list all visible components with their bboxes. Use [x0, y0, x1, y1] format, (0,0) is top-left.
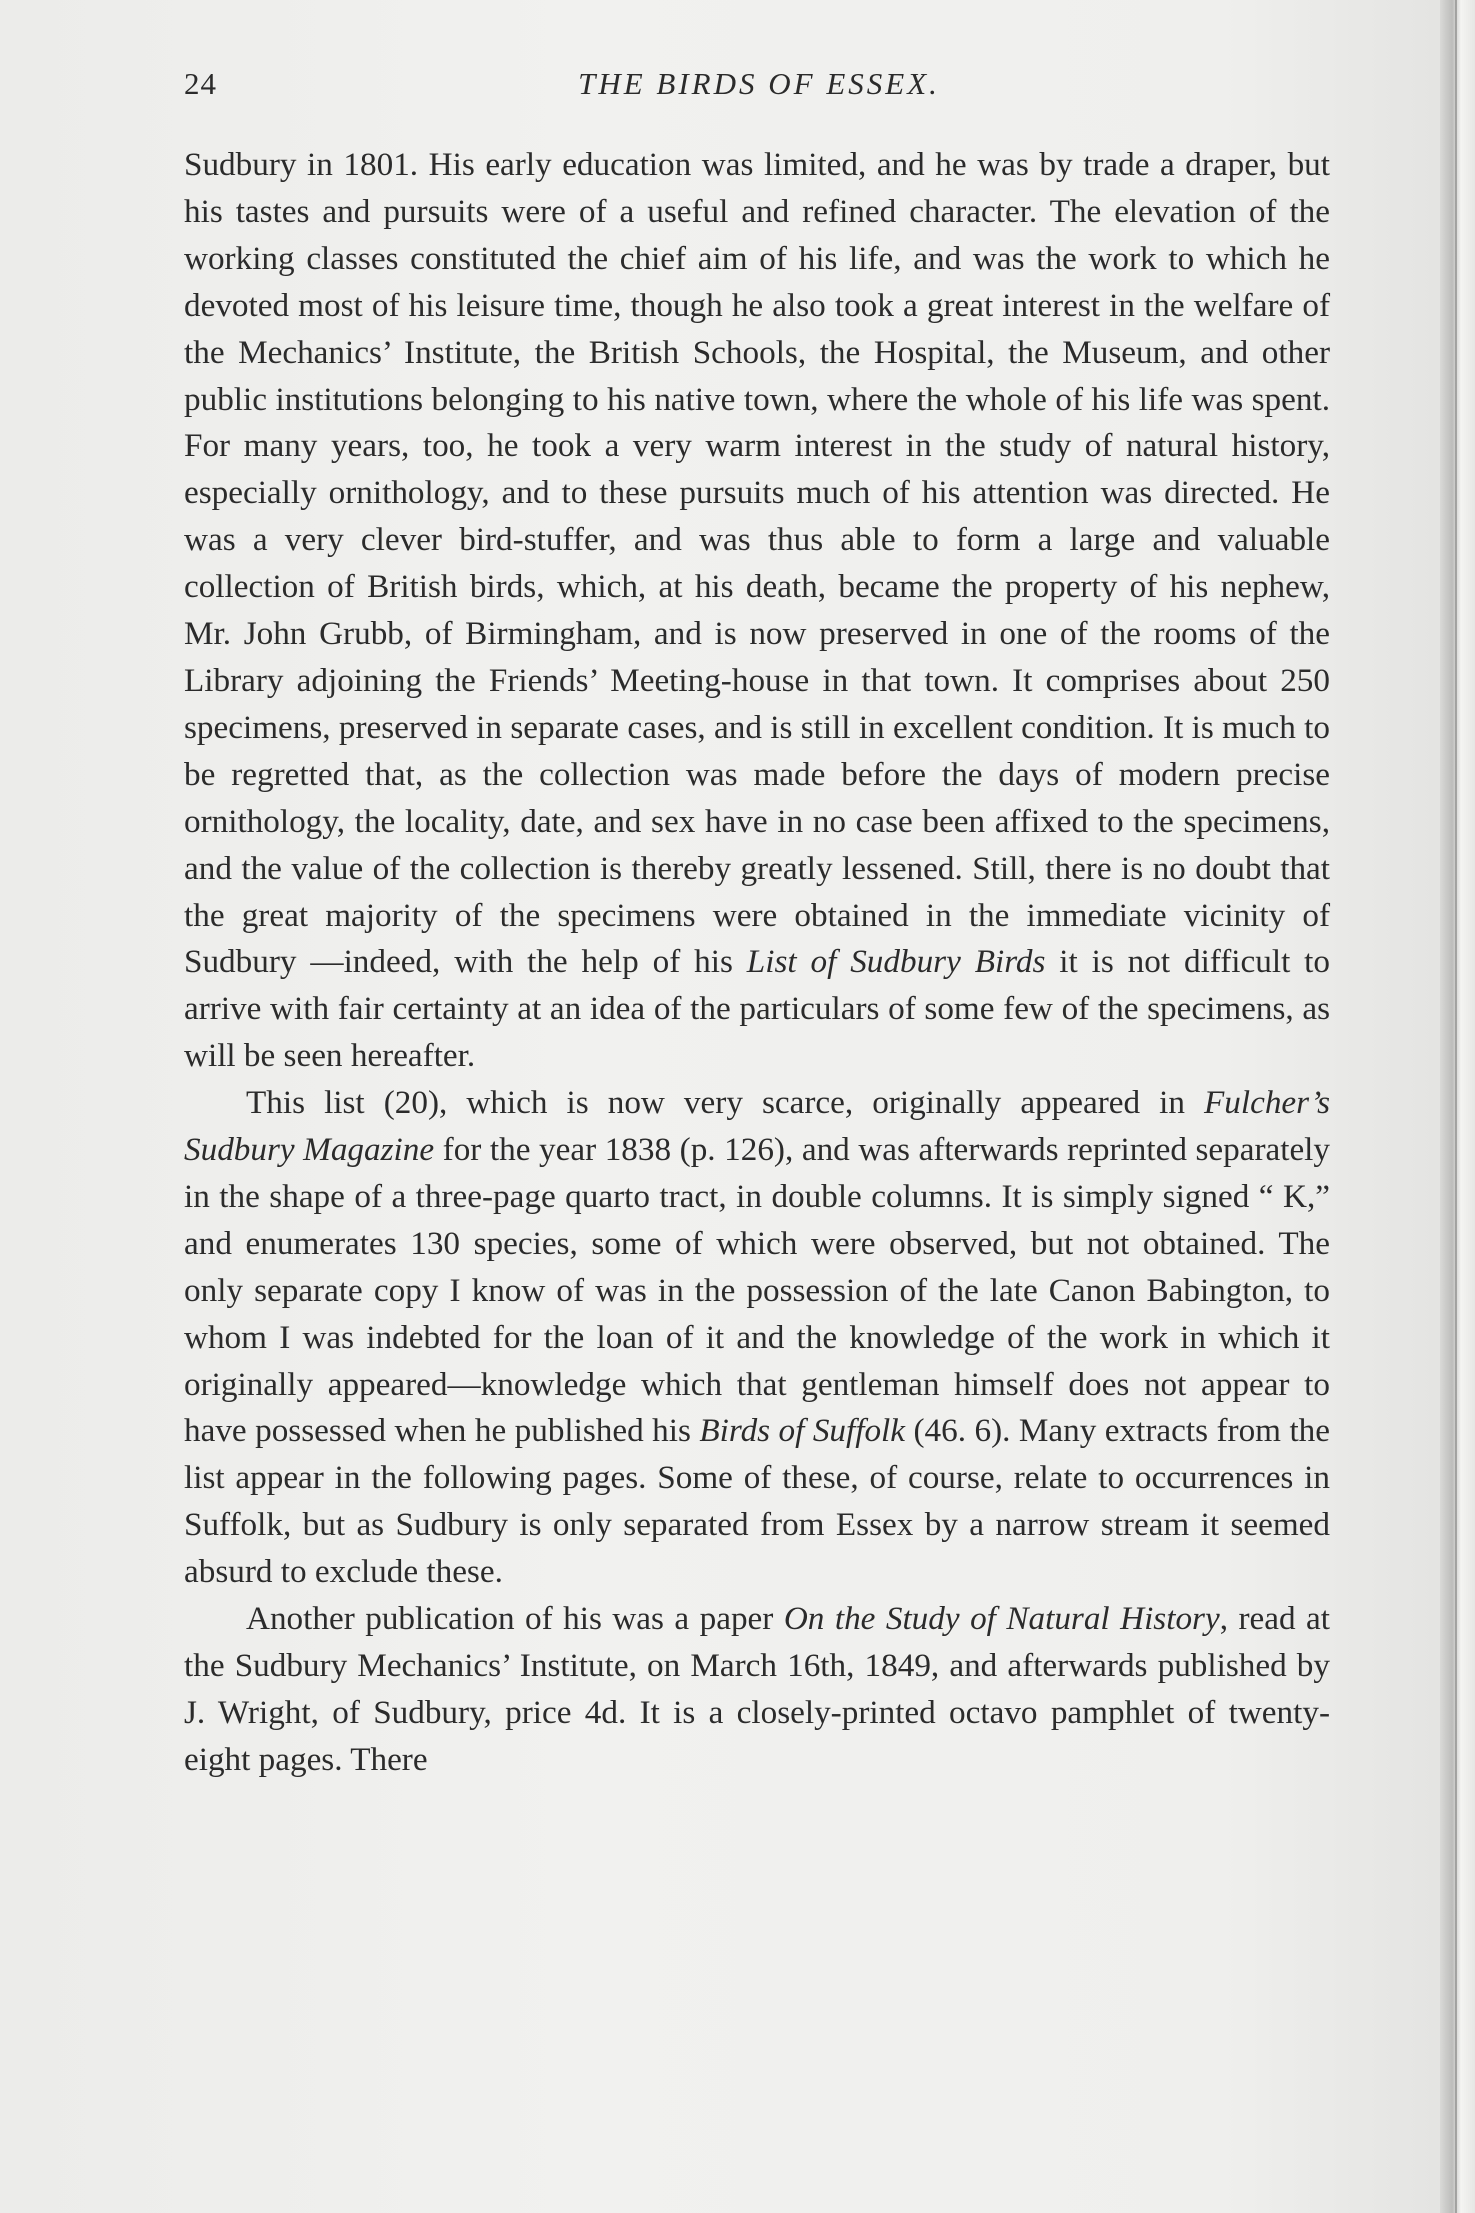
paragraph-1	[184, 142, 1330, 1080]
running-title: THE BIRDS OF ESSEX.	[578, 66, 940, 101]
page-number: 24	[184, 66, 217, 101]
italic-title-study-of-natural-history: On the Study of Natural History	[783, 1600, 1220, 1638]
italic-title-sudbury-magazine: Fulcher’s Sudbury Magazine	[184, 1084, 1330, 1169]
paragraph-3	[184, 1596, 1330, 1784]
paragraph-2	[184, 1080, 1330, 1596]
binding-edge	[1455, 0, 1457, 2213]
page-header	[184, 66, 1334, 110]
italic-title-birds-of-suffolk: Birds of Suffolk	[699, 1412, 906, 1450]
text-run: , read at the Sudbury Mechanics’ Institute, on March 16th, 1849, and afterwards published by J. Wright, of Sudbury, price 4d. It is a closely-printed octavo pamphlet of twenty-eight pages. There	[184, 1600, 1330, 1778]
italic-title-list-of-sudbury-birds: List of Sudbury Birds	[746, 943, 1046, 981]
text-run: This list (20), which is now very scarce, originally appeared in	[246, 1084, 1205, 1122]
text-run: (46. 6). Many extracts from the list appear in the following pages. Some of these, of course, relate to occurrences in Suffolk, but as Sudbury is only separated from Essex by a narrow stream it seemed absurd to exclude these.	[184, 1412, 1331, 1591]
text-run: Sudbury in 1801. His early education was limited, and he was by trade a draper, but his tastes and pursuits were of a useful and refined character. The elevation of the working classes constituted the chief aim of his life, and was the work to which he devoted most of his leisure time, though he also took a great interest in the welfare of the Mechanics’ Institute, the British Schools, the Hospital, the Museum, and other public institutions belonging to his native town, where the whole of his life was spent. For many years, too, he took a very warm interest in the study of natural history, especially ornithology, and to these pursuits much of his attention was directed. He was a very clever bird-stuffer, and was thus able to form a large and valuable collection of British birds, which, at his death, became the property of his nephew, Mr. John Grubb, of Birmingham, and is now preserved in one of the rooms of the Library adjoining the Friends’ Meeting-house in that town. It comprises about 250 specimens, preserved in separate cases, and is still in excellent condition. It is much to be regretted that, as the collection was made before the days of modern precise ornithology, the locality, date, and sex have in no case been affixed to the specimens, and the value of the collection is thereby greatly lessened. Still, there is no doubt that the great majority of the specimens were obtained in the immediate vicinity of Sudbury —indeed, with the help of his	[184, 146, 1330, 981]
text-run: for the year 1838 (p. 126), and was afterwards reprinted separately in the shape of a three-page quarto tract, in double columns. It is simply signed “ K,” and enumerates 130 species, some of which were observed, but not obtained. The only separate copy I know of was in the possession of the late Canon Babington, to whom I was indebted for the loan of it and the knowledge of the work in which it originally appeared—knowledge which that gentleman himself does not appear to have possessed when he published his	[184, 1131, 1330, 1450]
body-text	[184, 142, 1330, 1784]
book-gutter	[1440, 0, 1475, 2213]
text-run: it is not difficult to arrive with fair certainty at an idea of the particulars of some few of the specimens, as will be seen hereafter.	[184, 943, 1330, 1075]
text-run: Another publication of his was a paper	[246, 1600, 784, 1638]
